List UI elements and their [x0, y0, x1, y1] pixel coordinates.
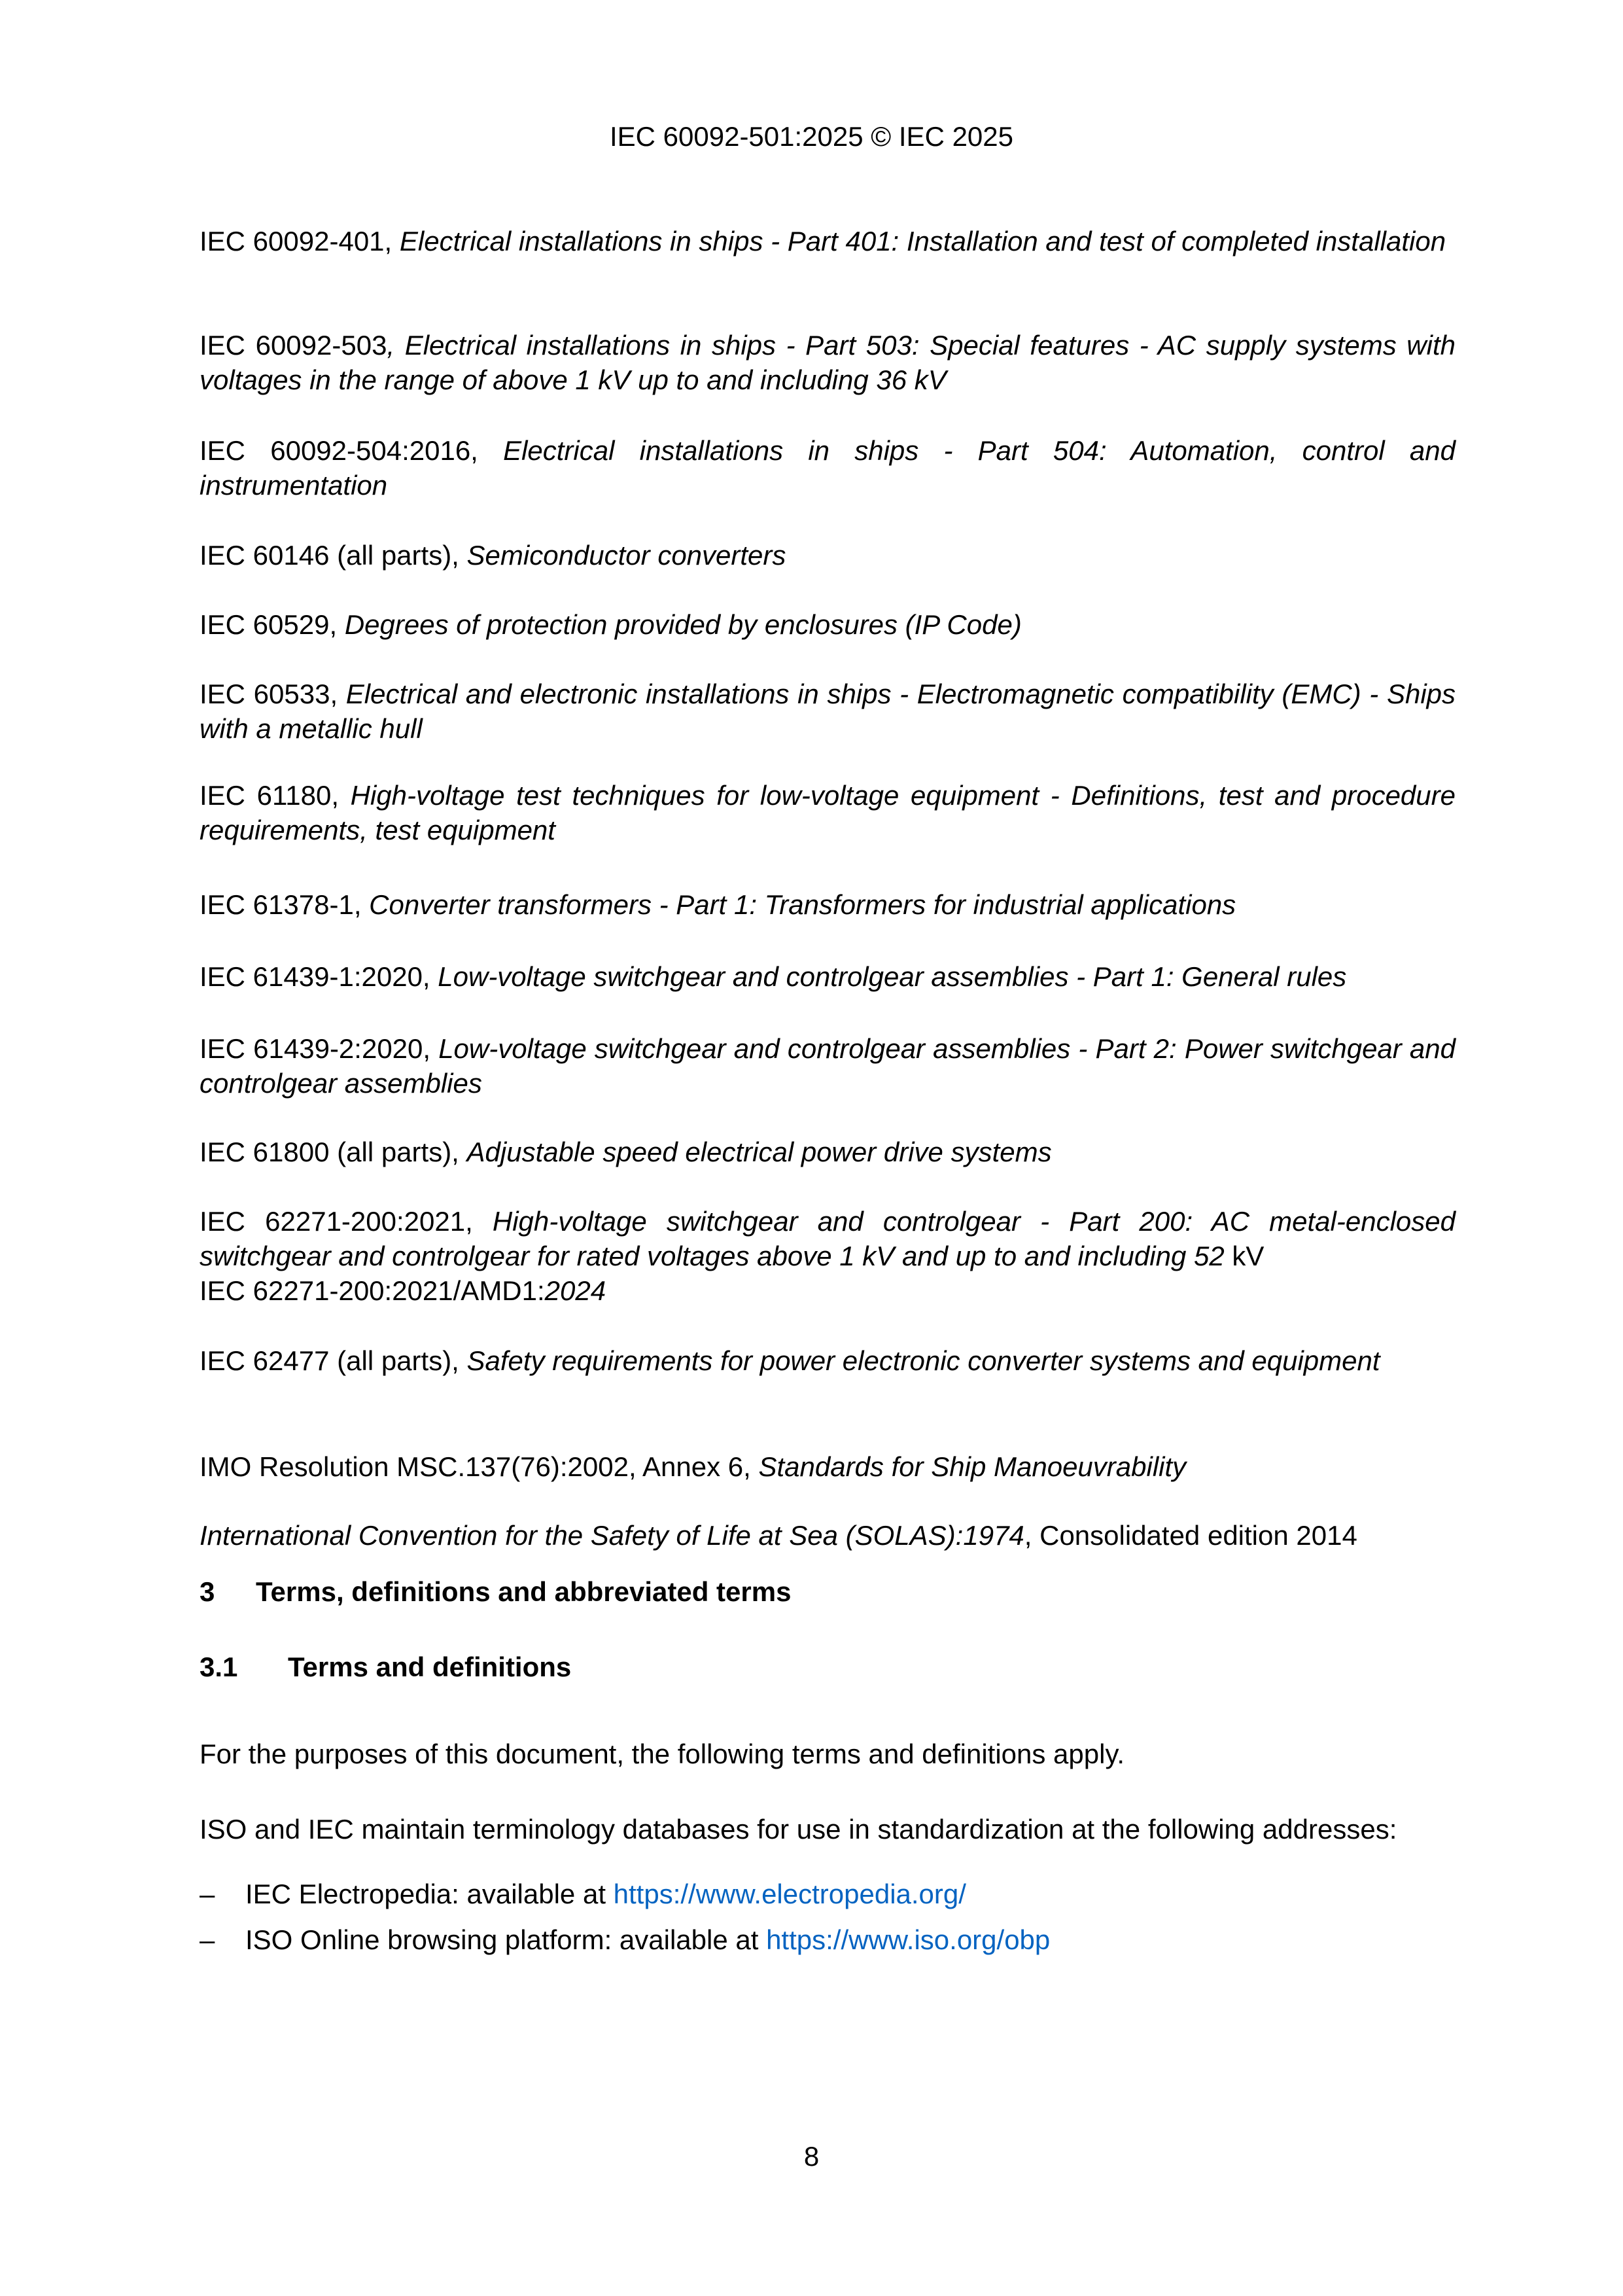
reference-title: , Electrical installations in ships - Part 503: Special features - AC supply systems with voltages in the range of above 1 kV up to and including 36 kV: [200, 330, 1456, 395]
reference-title: Standards for Ship Manoeuvrability: [758, 1451, 1187, 1482]
reference-title: 2024: [544, 1275, 606, 1306]
page-header: [0, 119, 1623, 154]
reference-title: Converter transformers - Part 1: Transformers for industrial applications: [369, 889, 1236, 920]
reference-designation: IEC 62271-200:2021/AMD1:: [200, 1275, 545, 1306]
subsection-title: Terms and definitions: [288, 1651, 572, 1682]
reference-title: High-voltage switchgear and controlgear - Part 200: AC metal-enclosed switchgear and controlgear for rated voltages above 1 kV and up to and including 52: [200, 1206, 1456, 1271]
page-number: 8: [803, 2141, 820, 2172]
reference-title: International Convention for the Safety of Life at Sea (SOLAS):1974: [200, 1520, 1024, 1551]
reference-paragraph: [200, 959, 1456, 994]
hyperlink-electropedia[interactable]: https://www.electropedia.org/: [613, 1879, 966, 1909]
reference-paragraph: [200, 1204, 1456, 1273]
reference-title: Adjustable speed electrical power drive systems: [466, 1137, 1052, 1167]
reference-designation: IEC 60092-401,: [200, 226, 400, 256]
reference-designation: IEC 60529,: [200, 609, 345, 640]
reference-suffix: kV: [1224, 1241, 1265, 1271]
section-number: 3: [200, 1576, 215, 1607]
reference-designation: IEC 61439-2:2020,: [200, 1033, 439, 1064]
reference-paragraph: [200, 538, 1456, 573]
body-paragraph-databases: ISO and IEC maintain terminology databases for use in standardization at the following addresses:: [200, 1814, 1397, 1845]
reference-paragraph: [200, 1518, 1456, 1553]
section-title: Terms, definitions and abbreviated terms: [256, 1576, 792, 1607]
reference-title: Safety requirements for power electronic converter systems and equipment: [466, 1345, 1380, 1376]
reference-title: Electrical and electronic installations in ships - Electromagnetic compatibility (EMC) - Ships with a metallic hull: [200, 679, 1456, 744]
page-header-text: IEC 60092-501:2025 © IEC 2025: [609, 121, 1014, 152]
reference-paragraph: [200, 1031, 1456, 1101]
section-heading: [200, 1574, 1456, 1609]
bullet-label: IEC Electropedia: available at: [245, 1879, 614, 1909]
reference-designation: IEC 61800 (all parts),: [200, 1137, 467, 1167]
reference-paragraph: [200, 1449, 1456, 1484]
bullet-item: [200, 1877, 1456, 1911]
reference-title: High-voltage test techniques for low-voltage equipment - Definitions, test and procedure requirements, test equipment: [200, 780, 1456, 845]
bullet-label: ISO Online browsing platform: available at: [245, 1924, 767, 1955]
reference-suffix: , Consolidated edition 2014: [1024, 1520, 1357, 1551]
reference-designation: IEC 60533,: [200, 679, 346, 709]
reference-title: Degrees of protection provided by enclosures (IP Code): [344, 609, 1022, 640]
reference-designation: IEC 60092-503: [200, 330, 387, 361]
reference-designation: IEC 61378-1,: [200, 889, 370, 920]
reference-paragraph: [200, 224, 1456, 258]
reference-designation: IMO Resolution MSC.137(76):2002, Annex 6,: [200, 1451, 759, 1482]
reference-paragraph: [200, 607, 1456, 642]
reference-title: Electrical installations in ships - Part 401: Installation and test of completed installation: [399, 226, 1446, 256]
reference-title: Low-voltage switchgear and controlgear assemblies - Part 1: General rules: [438, 961, 1347, 992]
reference-paragraph: [200, 887, 1456, 922]
reference-title: Low-voltage switchgear and controlgear assemblies - Part 2: Power switchgear and controlgear assemblies: [200, 1033, 1456, 1099]
subsection-number: 3.1: [200, 1651, 238, 1682]
body-paragraph-purposes: For the purposes of this document, the following terms and definitions apply.: [200, 1739, 1125, 1769]
reference-title: Semiconductor converters: [466, 540, 786, 571]
reference-paragraph: [200, 328, 1456, 397]
reference-paragraph: [200, 778, 1456, 847]
reference-paragraph: [200, 433, 1456, 503]
reference-designation: IEC 62271-200:2021,: [200, 1206, 493, 1237]
bullet-text: [245, 1922, 1456, 1957]
reference-designation: IEC 62477 (all parts),: [200, 1345, 467, 1376]
reference-paragraph: [200, 1135, 1456, 1169]
reference-designation: IEC 61439-1:2020,: [200, 961, 438, 992]
bullet-item: [200, 1922, 1456, 1957]
bullet-dash-marker: –: [200, 1879, 215, 1909]
reference-title: Electrical installations in ships - Part 504: Automation, control and instrumentation: [200, 435, 1456, 501]
page-footer: [0, 2139, 1623, 2174]
reference-paragraph: [200, 1343, 1456, 1378]
bullet-text: [245, 1877, 1456, 1911]
reference-paragraph: [200, 677, 1456, 746]
bullet-dash-marker: –: [200, 1924, 215, 1955]
reference-designation: IEC 61180,: [200, 780, 351, 811]
reference-designation: IEC 60146 (all parts),: [200, 540, 467, 571]
subsection-heading: [200, 1650, 1456, 1684]
reference-designation: IEC 60092-504:2016,: [200, 435, 504, 466]
reference-amendment-line: [200, 1273, 1456, 1308]
hyperlink-iso-obp[interactable]: https://www.iso.org/obp: [766, 1924, 1051, 1955]
